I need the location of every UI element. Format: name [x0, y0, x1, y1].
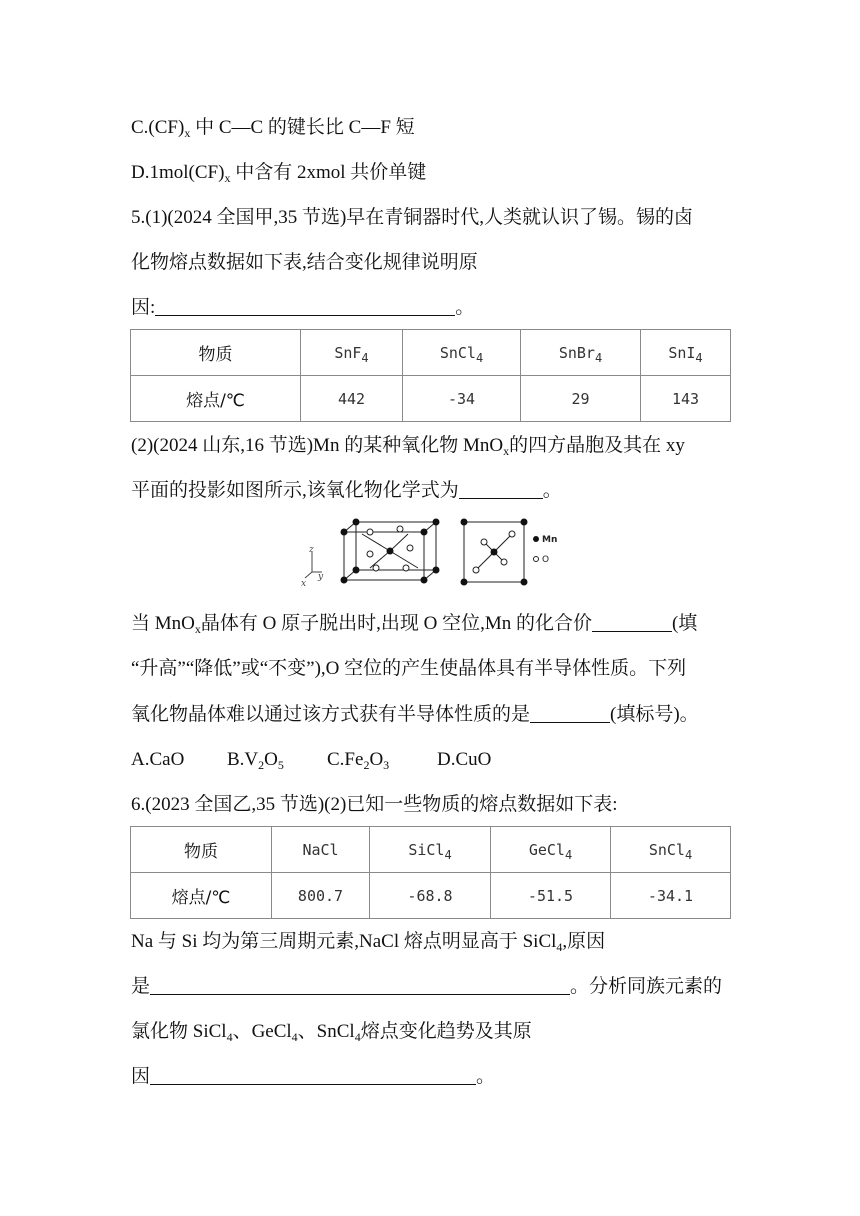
- q5-part1-line3: 因: 。: [131, 297, 475, 318]
- axis-x-label: x: [301, 579, 307, 589]
- table-cell: -34: [403, 376, 521, 422]
- table-row: [131, 376, 731, 422]
- mn-atoms: [341, 519, 440, 584]
- table-cell: 29: [521, 376, 641, 422]
- q5-part2-line3: 当 MnO$_x$晶体有 O 原子脱出时,出现 O 空位,Mn 的化合价 (填: [131, 613, 698, 636]
- table-header: 物质: [131, 330, 301, 376]
- legend-mn-marker: [533, 536, 539, 542]
- table-cell: SnF$_4$: [301, 330, 403, 376]
- table-cell: SnCl$_4$: [611, 827, 731, 873]
- legend-mn-label: Mn: [542, 535, 558, 545]
- table-header: 熔点/℃: [131, 376, 301, 422]
- q5-part1-line2: 化物熔点数据如下表,结合变化规律说明原: [131, 252, 478, 273]
- q4-option-c: $C.(CF)_x$ 中 C—C 的键长比 C—F 短: [131, 117, 415, 140]
- table-cell: -34.1: [611, 873, 731, 919]
- answer-blank[interactable]: [155, 297, 455, 316]
- q4-option-d: $D.1mol(CF)_x$ 中含有 2xmol 共价单键: [131, 162, 427, 185]
- table-cell: -68.8: [370, 873, 491, 919]
- answer-blank[interactable]: [150, 976, 570, 995]
- legend-o-marker: [534, 557, 539, 562]
- table-cell: SnCl$_4$: [403, 330, 521, 376]
- table-cell: 800.7: [272, 873, 370, 919]
- table-cell: SiCl$_4$: [370, 827, 491, 873]
- q6-line2: Na 与 Si 均为第三周期元素,NaCl 熔点明显高于 SiCl$_4$,原因: [131, 931, 606, 954]
- q5-part2-line1: (2)(2024 山东,16 节选)Mn 的某种氧化物 MnO$_x$的四方晶胞及其在 xy: [131, 435, 685, 458]
- table-row: [131, 330, 731, 376]
- table-cell: GeCl$_4$: [491, 827, 611, 873]
- projection-mn-atoms: [461, 519, 528, 586]
- q5-options: [131, 748, 491, 772]
- answer-blank[interactable]: [530, 704, 610, 723]
- table-cell: -51.5: [491, 873, 611, 919]
- q5-part2-line2: 平面的投影如图所示,该氧化物化学式为 。: [131, 480, 562, 501]
- chloride-table: [130, 826, 731, 919]
- q6-line3: 是 。分析同族元素的: [131, 976, 723, 997]
- q5-part2-line4: “升高”“降低”或“不变”),O 空位的产生使晶体具有半导体性质。下列: [131, 658, 687, 679]
- table-row: [131, 873, 731, 919]
- table-header: 熔点/℃: [131, 873, 272, 919]
- option-c: $C.Fe_2O_3$: [327, 749, 390, 772]
- answer-blank[interactable]: [459, 480, 543, 499]
- table-cell: 143: [641, 376, 731, 422]
- legend-o-label: O: [542, 555, 550, 565]
- axis-z-label: z: [309, 545, 314, 555]
- q6-line5: 因 。: [131, 1066, 496, 1087]
- crystal-cell-figure: [290, 512, 570, 592]
- option-b: $B.V_2O_5$: [227, 749, 284, 772]
- answer-blank[interactable]: [592, 613, 672, 632]
- option-d: D.CuO: [437, 749, 492, 770]
- table-cell: NaCl: [272, 827, 370, 873]
- q6-line4: 氯化物 SiCl$_4$、GeCl$_4$、SnCl$_4$熔点变化趋势及其原: [131, 1021, 532, 1044]
- table-row: [131, 827, 731, 873]
- table-cell: SnBr$_4$: [521, 330, 641, 376]
- answer-blank[interactable]: [150, 1066, 476, 1085]
- table-cell: SnI$_4$: [641, 330, 731, 376]
- q6-line1: 6.(2023 全国乙,35 节选)(2)已知一些物质的熔点数据如下表:: [131, 794, 618, 815]
- tin-halide-table: [130, 329, 731, 422]
- table-header: 物质: [131, 827, 272, 873]
- table-cell: 442: [301, 376, 403, 422]
- q5-part2-line5: 氧化物晶体难以通过该方式获有半导体性质的是 (填标号)。: [131, 704, 699, 725]
- axis-y-label: y: [318, 572, 324, 582]
- option-a: A.CaO: [131, 749, 185, 770]
- q5-part1-line1: 5.(1)(2024 全国甲,35 节选)早在青铜器时代,人类就认识了锡。锡的卤: [131, 207, 694, 228]
